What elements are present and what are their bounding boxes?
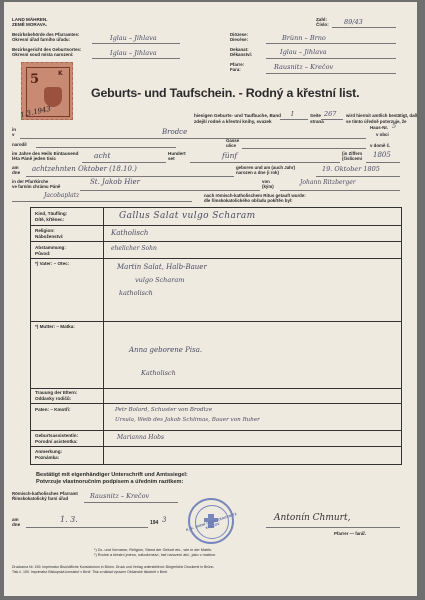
- row-child-value: Gallus Salat vulgo Scharam: [119, 211, 256, 221]
- pastor-signature: Antonín Chmurt,: [274, 513, 351, 523]
- dekanat-value: Iglau – Jihlava: [280, 48, 327, 56]
- row-father-value-3: katholisch: [119, 289, 153, 297]
- jahr-words: fünf: [222, 151, 238, 160]
- von-label: von: [262, 179, 270, 184]
- narozen-label: narozen a dne (i rok): [236, 170, 279, 175]
- pfarre-value: Rausnitz – Krečov: [274, 63, 334, 71]
- kym-label: (kým): [262, 184, 274, 189]
- hausnr-label: Haus-Nr.: [370, 125, 389, 130]
- taufe-suffix-cz: dle římskokatolického obřadu pokřtěn byl:: [204, 198, 293, 203]
- parish-seal: [185, 498, 238, 544]
- pfarrer-label: Pfarrer — farář.: [334, 531, 367, 536]
- pfarre-label-cz: Fara:: [230, 67, 241, 72]
- cislo-domu-label: v domě č.: [370, 143, 391, 148]
- stamp-value: 5: [30, 72, 40, 87]
- diozese-label-de: Diözese:: [230, 32, 249, 37]
- ulice-label: ulice: [226, 143, 237, 148]
- intro-line1-suffix: wird hiermit amtlich bestätigt, daß: [346, 113, 418, 118]
- row-origin-value: ehelicher Sohn: [111, 245, 157, 252]
- pfarrkirche-label-cz: ve farním chrámu Páně: [12, 184, 61, 189]
- dekanat-label-de: Dekanat:: [230, 47, 249, 52]
- print-note-de: Druckarna Nr. 159. Imprimatur Bischöfliche Konsistorium in Brünn. Druck und Verlag unterstellend: Bürgerliche Druckerei in Brünn.: [12, 565, 215, 569]
- row-midwife-value: Marianna Hobs: [117, 434, 165, 441]
- intro-line1-prefix: hiesigen Geburts- und Taufbuche, Band: [194, 113, 281, 118]
- footer-year-suffix: 3: [162, 516, 167, 524]
- row-godparents-value-2: Ursula, Weib des Jakob Schlimas, Bauer von Ruher: [115, 417, 260, 423]
- dne-label: dne: [12, 170, 21, 175]
- confirm-cz: Potvrzuje vlastnoručním podpisem a úředním razítkem:: [36, 479, 184, 485]
- row-father-value-1: Martin Salat, Halb-Bauer: [117, 263, 207, 271]
- revenue-stamp: [21, 62, 73, 120]
- in-label: in: [12, 127, 17, 132]
- cislo-label: Číslo:: [316, 22, 329, 27]
- footer-am-label: am: [12, 517, 19, 522]
- taufe-suffix-de: nach römisch-katholischem Ritus getauft wurde:: [204, 193, 306, 198]
- pfarramt-label-cz: Římskokatolický farní úřad: [12, 496, 69, 501]
- footnote-de: *) Zu- und Vorname, Religion, Stand der Geburt etc., wie in der Matrik.: [94, 548, 213, 552]
- row-godparents-label: Paten: – Kmotři:: [35, 407, 71, 412]
- row-mother-value-1: Anna geborene Pisa.: [129, 346, 203, 354]
- seite-label: Seite: [310, 113, 321, 118]
- jahre-label: im Jahre des Heils Eintausend: [12, 151, 79, 156]
- kirche-value-2: Jacobaplatz: [44, 192, 80, 199]
- pfarrkirche-label-de: in der Pfarrkirche: [12, 179, 49, 184]
- intro-line2-prefix: zdejší rodné a křestní knihy, svazek: [194, 119, 272, 124]
- footer-year-prefix: 194: [150, 520, 159, 526]
- pfarre-label-de: Pfarre:: [230, 62, 245, 67]
- land-cz: ZEMĚ MORAVA.: [12, 22, 48, 27]
- dekanat-label-cz: Děkanství:: [230, 52, 253, 57]
- bez-pfarramt-value: Iglau – Jihlava: [110, 34, 157, 42]
- ziffern-label-de: (in Ziffern: [342, 151, 363, 156]
- footer-dne-label: dne: [12, 522, 21, 527]
- hundert-value: acht: [94, 151, 111, 160]
- roku-label: léta Páně jeden tisíc: [12, 156, 56, 161]
- taufer-value: Johann Ritzberger: [300, 179, 356, 186]
- footnote-cz: *) Rodné a křestní jméno, náboženství, hať narození atd., jako v matrice.: [94, 553, 217, 557]
- bez-pfarramt-label-cz: Okresní úřad farního úřadu:: [12, 37, 71, 42]
- baptism-date-value: 19. Oktober 1805: [322, 165, 380, 173]
- row-religion-label: Religion: Náboženství:: [35, 228, 64, 239]
- row-midwife-label: Geburtsassistentin: Porodní asistentka:: [35, 433, 79, 444]
- v-obci-label: v obci: [376, 132, 389, 137]
- stamp-currency: K: [58, 70, 63, 77]
- birth-date-value: achtzehnten Oktober (18.10.): [32, 165, 137, 173]
- birth-certificate: [4, 2, 417, 596]
- hundert-label-cz: set: [168, 156, 175, 161]
- hausnr-value: 5: [392, 122, 397, 130]
- document-title: Geburts- und Taufschein. - Rodný a křestní list.: [91, 86, 360, 100]
- row-mother-label: *) Mutter: – Matka:: [35, 324, 75, 329]
- hundert-label-de: Hundert: [168, 151, 186, 156]
- strana-label: strana: [310, 119, 324, 124]
- narodil-label: narodil: [12, 142, 27, 147]
- bez-geburtsortes-value: Iglau – Jihlava: [110, 49, 157, 57]
- row-religion-value: Katholisch: [111, 229, 149, 237]
- ziffern-label-cz: (číslicemi: [342, 156, 363, 161]
- zahl-label: Zahl:: [316, 17, 327, 22]
- am-label: am: [12, 165, 19, 170]
- confirm-de: Bestätigt mit eigenhändiger Unterschrift und Amtssiegel:: [36, 472, 188, 478]
- row-origin-label: Abstammung: Původ:: [35, 245, 66, 256]
- row-remark-label: Anmerkung: Poznámka:: [35, 449, 63, 460]
- record-table: [30, 207, 402, 465]
- diozese-label-cz: Diecése:: [230, 37, 249, 42]
- land-de: LAND MÄHREN.: [12, 17, 48, 22]
- jahr-digits: 1805: [373, 151, 391, 159]
- footer-date-value: 1. 3.: [60, 515, 78, 524]
- row-godparents-value-1: Petr Bolard, Schuster von Brodtze: [115, 407, 213, 413]
- diozese-value: Brünn – Brno: [282, 34, 326, 42]
- row-father-value-2: vulgo Scharam: [135, 276, 185, 284]
- kirche-value: St. Jakob Hier: [90, 178, 141, 186]
- bez-pfarramt-label-de: Bezirksbehörde des Pfarramtes:: [12, 32, 80, 37]
- print-note-cz: Tisk č. 159. Imprimatur Biskupská konsistoř v Brně. Tisk a náklad vyrazen Občanské tiskárně v Brně.: [12, 570, 169, 574]
- pfarramt-value: Rausnitz – Krečov: [90, 492, 150, 500]
- row-child-label: Kind, Täufling: Dítě, křtěnec:: [35, 211, 68, 222]
- coat-of-arms-icon: [44, 87, 62, 107]
- bez-geburtsortes-label-de: Bezirksgericht des Geburtsortes:: [12, 47, 82, 52]
- bez-geburtsortes-label-cz: Okresní soud místa narození:: [12, 52, 74, 57]
- v-label: v: [12, 132, 15, 137]
- zahl-value: 89/43: [344, 18, 363, 26]
- intro-line2-suffix: se tímto úředně potvrzuje, že: [346, 119, 407, 124]
- row-father-label: *) Vater: – Otec:: [35, 261, 70, 266]
- band-value: I: [291, 110, 294, 118]
- row-marriage-label: Trauung der Eltern: Oddavky rodičů:: [35, 390, 78, 401]
- in-value: Brodce: [162, 128, 188, 136]
- stamp-overprint: 1.3.1943: [19, 104, 52, 120]
- row-mother-value-2: Katholisch: [141, 369, 176, 377]
- geboren-label: geboren und am (auch Jahr): [236, 165, 296, 170]
- gasse-label: Gasse: [226, 138, 240, 143]
- pfarramt-label-de: Römisch-katholisches Pfarramt: [12, 491, 78, 496]
- seite-value: 267: [324, 110, 337, 118]
- seal-text: R. K. FARNÍ ÚŘAD KRAUSNITZ KREČOV: [185, 511, 238, 533]
